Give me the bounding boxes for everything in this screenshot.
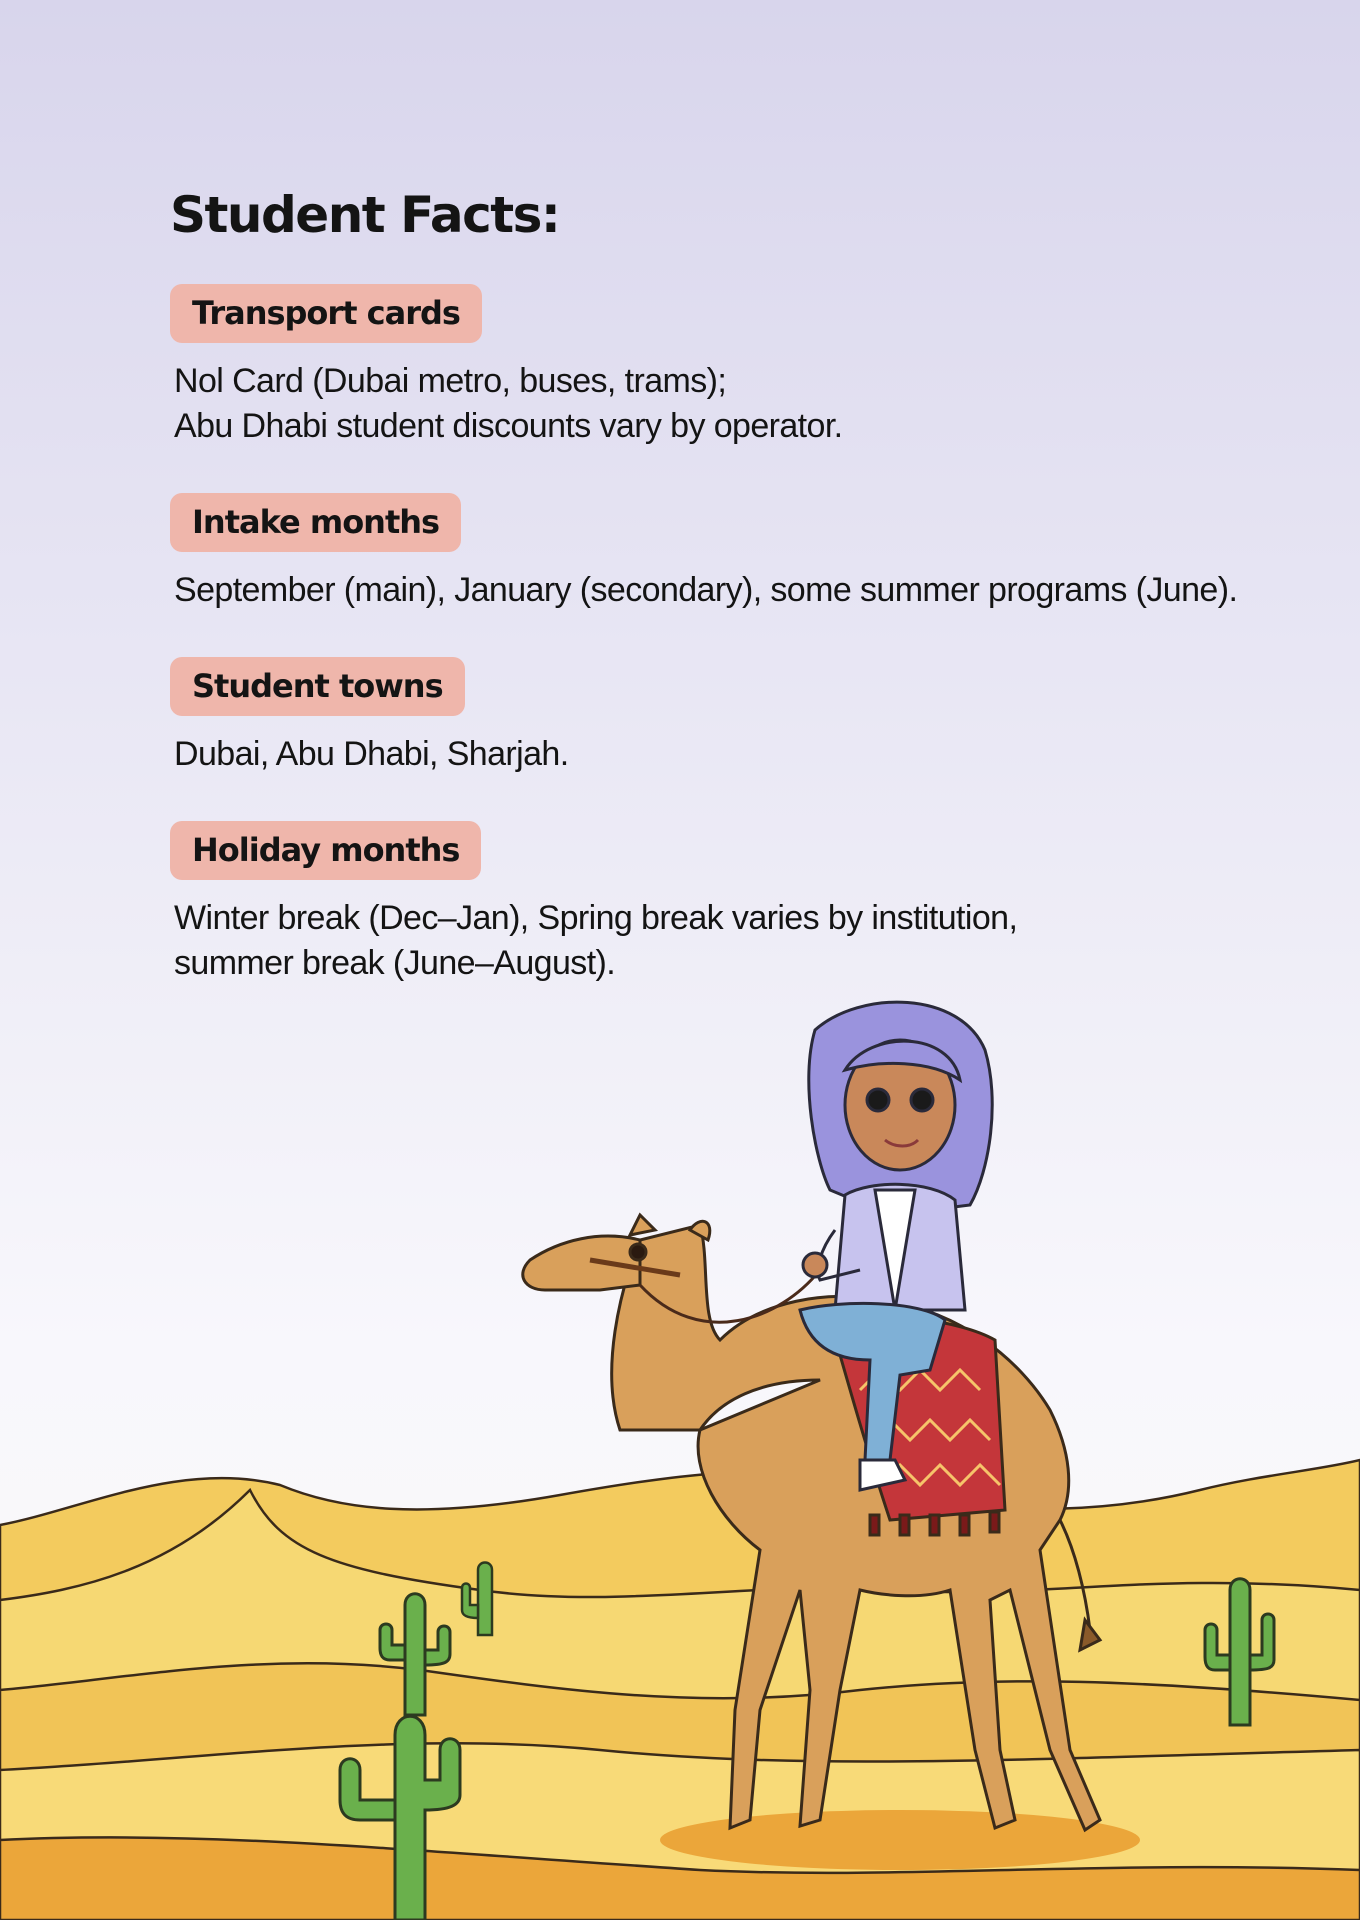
fact-student-towns bbox=[170, 657, 1320, 777]
fact-label-pill: Transport cards bbox=[170, 284, 482, 343]
fact-label-pill: Student towns bbox=[170, 657, 465, 716]
fact-text: Dubai, Abu Dhabi, Sharjah. bbox=[174, 735, 569, 773]
page-title: Student Facts: bbox=[170, 186, 560, 244]
fact-label-pill: Intake months bbox=[170, 493, 461, 552]
fact-text: Nol Card (Dubai metro, buses, trams); Abu Dhabi student discounts vary by operator. bbox=[174, 362, 843, 445]
facts-section bbox=[170, 186, 1320, 1030]
fact-intake-months bbox=[170, 493, 1320, 613]
fact-text: September (main), January (secondary), some summer programs (June). bbox=[174, 571, 1238, 609]
student-riding-camel-in-desert-illustration bbox=[0, 990, 1360, 1920]
fact-label-pill: Holiday months bbox=[170, 821, 481, 880]
fact-transport-cards bbox=[170, 284, 1320, 449]
fact-text: Winter break (Dec–Jan), Spring break varies by institution, summer break (June–August). bbox=[174, 899, 1018, 982]
fact-holiday-months bbox=[170, 821, 1320, 986]
